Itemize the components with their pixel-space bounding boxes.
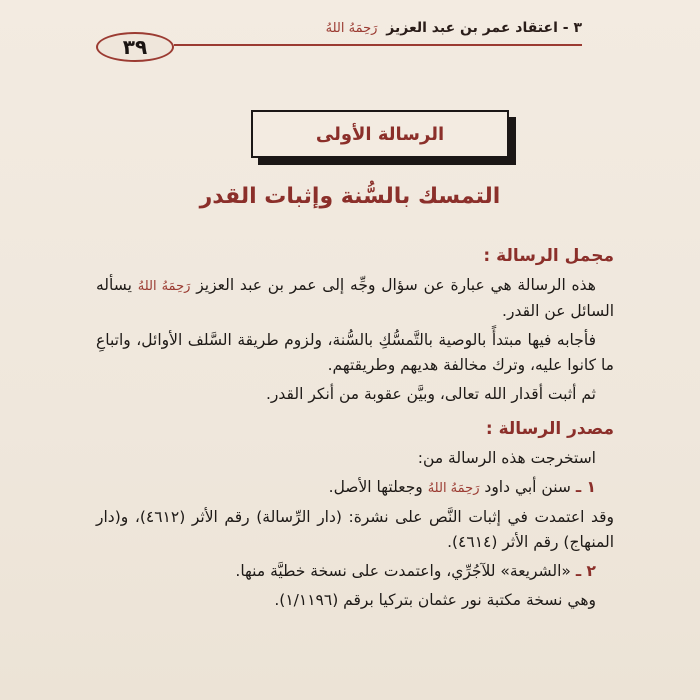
chapter-title: الرسالة الأولى: [315, 123, 445, 145]
header-rule: [174, 44, 582, 46]
section-heading-summary: مجمل الرسالة :: [483, 246, 614, 266]
chapter-title-frame: [251, 110, 517, 166]
source-item-2: [96, 559, 614, 584]
page-number-oval: [96, 32, 174, 62]
source-item-1-a: سنن أبي داود: [484, 478, 571, 496]
chapter-title-box: [251, 110, 509, 158]
source-item-2-number: ٢ ـ: [575, 562, 596, 580]
summary-p1-honorific: رَحِمَهُ اللهُ: [137, 279, 191, 294]
page-body: [96, 244, 614, 617]
source-item-1-honorific: رَحِمَهُ اللهُ: [427, 481, 480, 496]
summary-p1-b: يسأله السائل عن القدر.: [96, 276, 614, 320]
chapter-subtitle: التمسك بالسُّنة وإثبات القدر: [199, 184, 501, 209]
source-item-2-text: «الشريعة» للآجُرِّي، واعتمدت على نسخة خطيَّة منها.: [235, 562, 571, 580]
source-intro: استخرجت هذه الرسالة من:: [417, 449, 596, 467]
summary-paragraph-3: ثم أثبت أقدار الله تعالى، وبيَّن عقوبة من أنكر القدر.: [265, 385, 596, 403]
page-number: ٣٩: [122, 35, 148, 59]
source-item-1-number: ١ ـ: [575, 478, 596, 496]
running-title-text: ٣ - اعتقاد عمر بن عبد العزيز: [386, 20, 582, 36]
page-header: [96, 8, 582, 64]
summary-p1-a: هذه الرسالة هي عبارة عن سؤال وجِّه إلى عمر بن عبد العزيز: [196, 276, 596, 294]
section-heading-source: مصدر الرسالة :: [485, 419, 614, 439]
source-item-1: [96, 475, 614, 501]
running-title-honorific: رَحِمَهُ اللهُ: [325, 21, 378, 36]
source-item-2-note: وهي نسخة مكتبة نور عثمان بتركيا برقم (١/١١٩٦).: [274, 591, 596, 609]
source-item-1-note: وقد اعتمدت في إثبات النَّص على نشرة: (دار الرِّسالة) رقم الأثر (٤٦١٢)، و(دار المنهاج) رقم الأثر (٤٦١٤).: [96, 508, 614, 551]
source-item-1-b: وجعلتها الأصل.: [328, 478, 423, 496]
summary-paragraph-2: فأجابه فيها مبتدأً بالوصية بالتَّمسُّكِ بالسُّنة، ولزوم طريقة السَّلف الأوائل، واتباعِ ما كانوا عليه، وترك مخالفة هديهم وطريقتهم.: [96, 331, 614, 374]
running-title: [326, 20, 582, 36]
summary-paragraph-1: [96, 273, 614, 324]
